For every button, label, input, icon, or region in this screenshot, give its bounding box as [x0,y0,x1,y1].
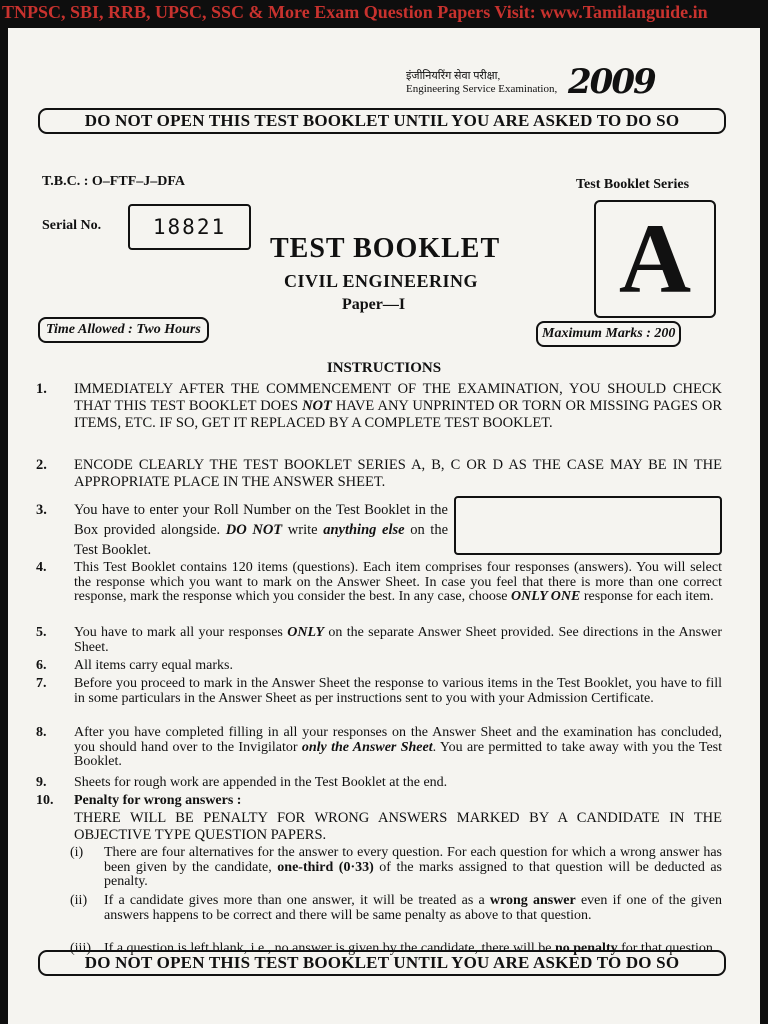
series-letter-box: A [594,200,716,318]
serial-number-box: 18821 [128,204,251,250]
item-text: ENCODE CLEARLY THE TEST BOOKLET SERIES A, B, C OR D AS THE CASE MAY BE IN THE APPROPRIATE PLACE IN THE ANSWER SHEET. [74,457,722,490]
exam-name-english: Engineering Service Examination, [406,83,558,95]
instructions-heading: INSTRUCTIONS [326,360,442,376]
instruction-item-4 [36,561,722,623]
penalty-subitem-i: (i) There are four alternatives for the answer to every question. For each question for which a wrong answer has been given by the candidate, one-third (0·33) of the marks assigned to that question will be deducted as penalty. [70,845,722,889]
top-warning-banner: DO NOT OPEN THIS TEST BOOKLET UNTIL YOU ARE ASKED TO DO SO [38,108,726,134]
penalty-subitem-ii: (ii) If a candidate gives more than one answer, it will be treated as a wrong answer even if one of the given answers happens to be correct and there will be same penalty as above to that question. [70,893,722,923]
subject-name: CIVIL ENGINEERING [284,271,479,291]
item-number: 10. [36,793,54,808]
exam-name-hindi: इंजीनियरिंग सेवा परीक्षा, [406,70,501,82]
item-text: This Test Booklet contains 120 items (questions). Each item comprises four responses (answers). You will select the response which you want to mark on the Answer Sheet. In case you feel that there is more than one correct response, mark the response which you consider the best. In any case, choose ONLY ONE response for each item. [74,560,722,604]
instruction-item-1 [36,381,722,451]
max-marks-box: Maximum Marks : 200 [536,321,681,347]
serial-label: Serial No. [42,218,102,233]
instruction-item-3 [36,500,448,556]
item-text: IMMEDIATELY AFTER THE COMMENCEMENT OF THE EXAMINATION, YOU SHOULD CHECK THAT THIS TEST BOOKLET DOES NOT HAVE ANY UNPRINTED OR TORN OR MISSING PAGES OR ITEMS, ETC. IF SO, GET IT REPLACED BY A COMPLETE TEST BOOKLET. [74,381,723,431]
item-number: 9. [36,775,47,790]
roll-number-input[interactable] [454,496,722,555]
item-number: 8. [36,725,47,740]
item-number: 6. [36,658,47,673]
penalty-caps-text: THERE WILL BE PENALTY FOR WRONG ANSWERS MARKED BY A CANDIDATE IN THE OBJECTIVE TYPE QUESTION PAPERS. [74,809,722,843]
item-text: All items carry equal marks. [74,658,234,673]
test-booklet-page [8,28,760,1024]
item-text [74,794,722,844]
item-number: 7. [36,676,47,691]
paper-number: Paper—I [342,296,406,313]
series-label: Test Booklet Series [576,177,690,192]
exam-name-header [406,70,557,96]
instruction-item-7 [36,677,722,723]
penalty-heading: Penalty for wrong answers : [74,793,242,808]
instruction-item-8 [36,726,722,772]
item-text: You have to mark all your responses ONLY on the separate Answer Sheet provided. See directions in the Answer Sheet. [74,625,723,655]
item-text: You have to enter your Roll Number on the Test Booklet in the Box provided alongside. DO NOT write anything else on the Test Booklet. [74,502,449,558]
tbc-code: T.B.C. : O–FTF–J–DFA [42,174,185,189]
item-text: Before you proceed to mark in the Answer Sheet the response to various items in the Test Booklet, you have to fill in some particulars in the Answer Sheet as per instructions sent to you with your Admission Certificate. [74,676,722,706]
handwritten-year: 2009 [568,62,655,102]
item-number: 1. [36,381,47,397]
instruction-item-10 [36,794,722,974]
time-allowed-box: Time Allowed : Two Hours [38,317,209,343]
item-number: 3. [36,502,47,518]
bottom-warning-banner: DO NOT OPEN THIS TEST BOOKLET UNTIL YOU ARE ASKED TO DO SO [38,950,726,976]
booklet-title: TEST BOOKLET [270,233,501,264]
instruction-item-2 [36,457,722,493]
instruction-item-9 [36,776,722,792]
watermark-banner: TNPSC, SBI, RRB, UPSC, SSC & More Exam Question Papers Visit: www.Tamilanguide.in [2,2,708,22]
item-number: 5. [36,625,47,640]
item-text: After you have completed filling in all your responses on the Answer Sheet and the examination has concluded, you should hand over to the Invigilator only the Answer Sheet. You are permitted to take away with you the Test Booklet. [74,725,722,769]
item-number: 4. [36,560,47,575]
item-number: 2. [36,457,47,473]
item-text: Sheets for rough work are appended in the Test Booklet at the end. [74,775,448,790]
instruction-item-5 [36,626,722,656]
instruction-item-6 [36,659,722,675]
penalty-subitem-iii: (iii) If a question is left blank, i.e., no answer is given by the candidate, there will be no penalty for that question. [70,941,717,956]
